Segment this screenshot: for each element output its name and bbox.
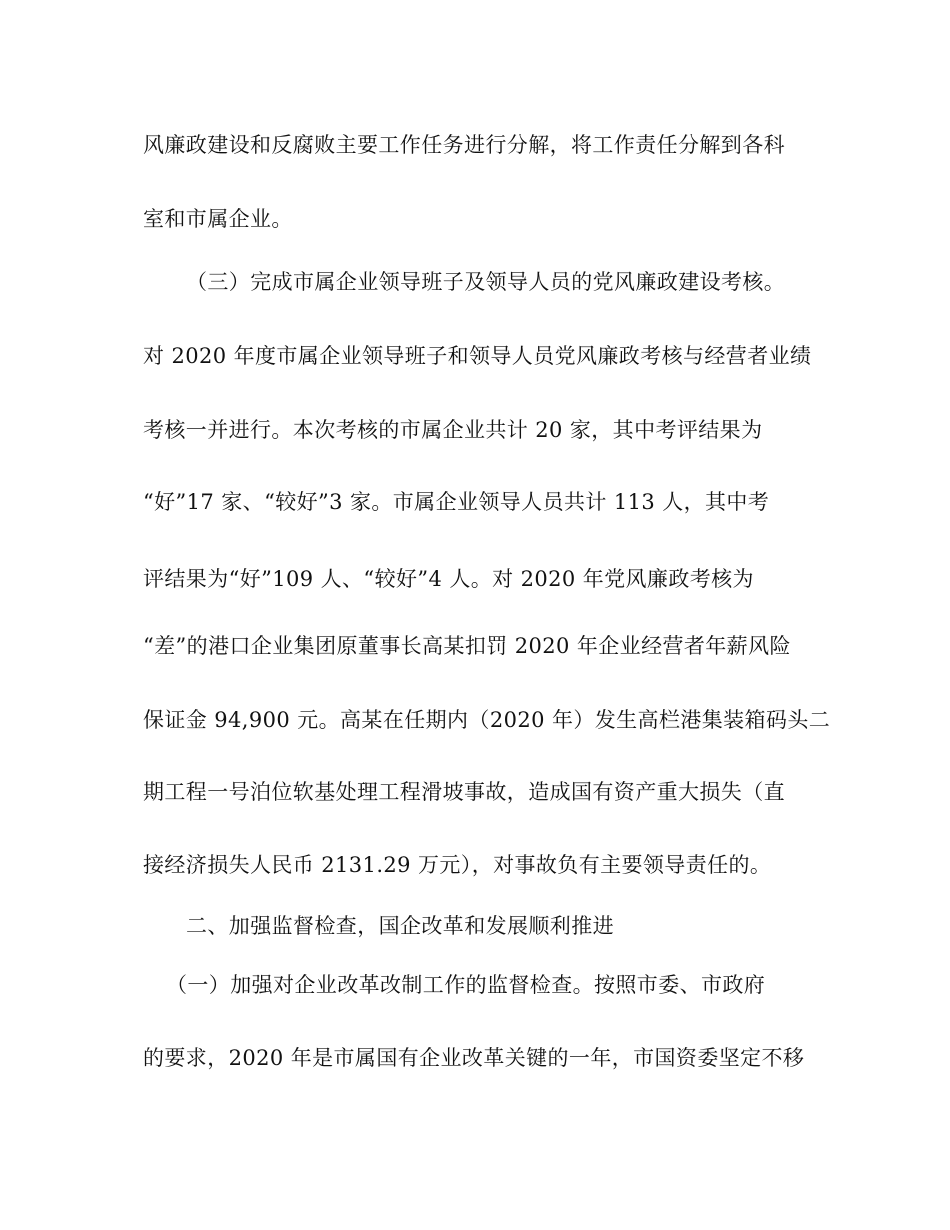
text-line-1: 风廉政建设和反腐败主要工作任务进行分解，将工作责任分解到各科 (143, 133, 785, 157)
text-line-6: “好”17 家、“较好”3 家。市属企业领导人员共计 113 人，其中考 (143, 490, 770, 514)
text-line-8: “差”的港口企业集团原董事长高某扣罚 2020 年企业经营者年薪风险 (143, 634, 791, 658)
section-heading-2: 二、加强监督检查，国企改革和发展顺利推进 (186, 914, 614, 938)
text-line-4: 对 2020 年度市属企业领导班子和领导人员党风廉政考核与经营者业绩 (143, 344, 812, 368)
text-line-14: 的要求，2020 年是市属国有企业改革关键的一年，市国资委坚定不移 (143, 1046, 805, 1070)
text-line-10: 期工程一号泊位软基处理工程滑坡事故，造成国有资产重大损失（直 (143, 780, 785, 804)
text-line-5: 考核一并进行。本次考核的市属企业共计 20 家，其中考评结果为 (143, 418, 763, 442)
section-heading-2-1: （一）加强对企业改革改制工作的监督检查。按照市委、市政府 (166, 973, 766, 997)
text-line-11: 接经济损失人民币 2131.29 万元），对事故负有主要领导责任的。 (143, 853, 772, 877)
text-line-7: 评结果为“好”109 人、“较好”4 人。对 2020 年党风廉政考核为 (143, 567, 754, 591)
section-heading-3: （三）完成市属企业领导班子及领导人员的党风廉政建设考核。 (186, 270, 786, 294)
text-line-2: 室和市属企业。 (143, 207, 293, 231)
text-line-9: 保证金 94,900 元。高某在任期内（2020 年）发生高栏港集装箱码头二 (143, 708, 831, 732)
